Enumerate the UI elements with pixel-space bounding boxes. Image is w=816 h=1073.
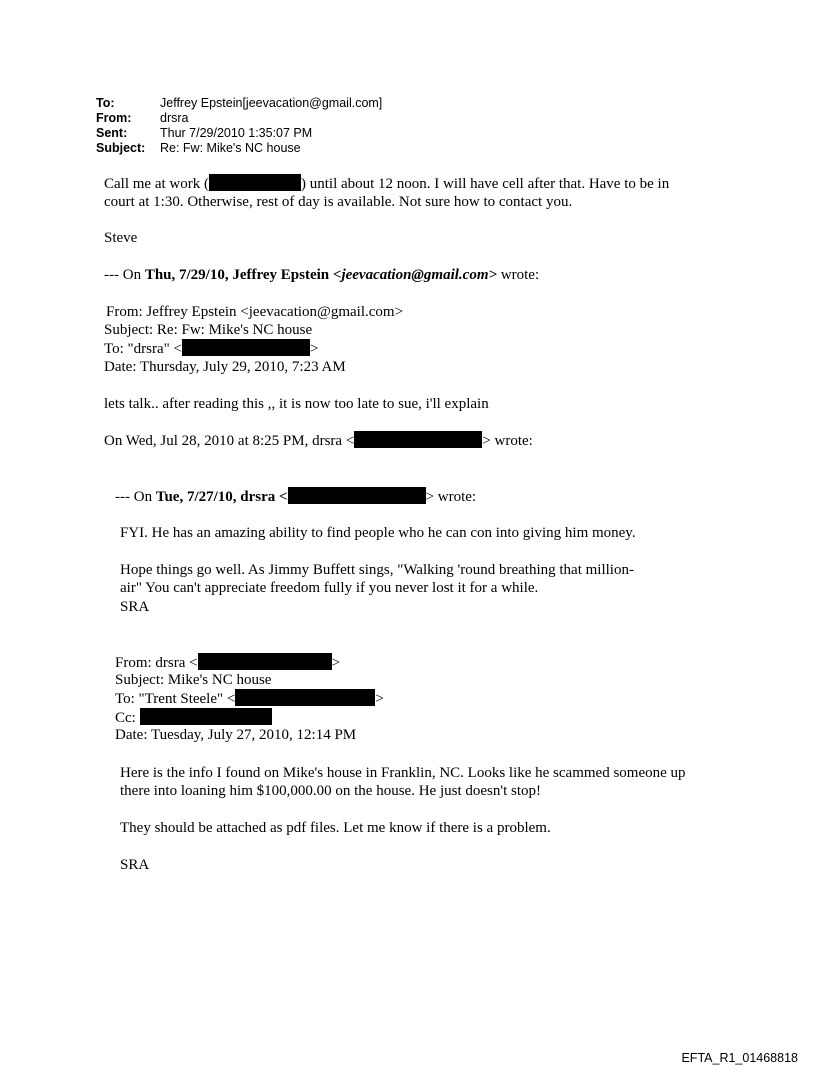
quote1-suffix: wrote: [497, 267, 540, 283]
redaction-block [140, 708, 272, 725]
quote4-sra: SRA [120, 857, 150, 873]
document-id: EFTA_R1_01468818 [681, 1051, 798, 1065]
quote1-subject: Subject: Re: Fw: Mike's NC house [104, 322, 313, 338]
quote4-to-suffix: > [375, 691, 384, 707]
quote1-date-line: Date: Thursday, July 29, 2010, 7:23 AM [104, 359, 346, 375]
quote1-to-suffix: > [309, 341, 319, 357]
from-value: drsra [160, 111, 189, 125]
quote1-email: <jeevacation@gmail.com> [332, 267, 498, 283]
quote2-prefix: On Wed, Jul 28, 2010 at 8:25 PM, drsra < [104, 433, 355, 449]
quote1-body: lets talk.. after reading this ,, it is now too late to sue, i'll explain [104, 396, 489, 412]
quote1-attribution [104, 266, 539, 285]
redaction-block [354, 431, 482, 448]
header-to-row [96, 96, 382, 111]
header-subject-row [96, 141, 382, 156]
quote1-date: Thu, 7/29/10, Jeffrey Epstein [144, 267, 333, 283]
quote3-fyi: FYI. He has an amazing ability to find people who he can con into giving him money. [120, 525, 636, 541]
quote4-to [115, 689, 384, 709]
quote4-subject: Subject: Mike's NC house [115, 672, 272, 688]
redaction-block [209, 174, 301, 191]
quote3-hope2: air" You can't appreciate freedom fully if you never lost it for a while. [120, 580, 539, 596]
quote3-hope1: Hope things go well. As Jimmy Buffett sings, "Walking 'round breathing that million- [120, 562, 634, 578]
quote3-prefix: --- On [115, 489, 156, 505]
quote3-suffix: > wrote: [425, 489, 477, 505]
header-from-row [96, 111, 382, 126]
quote1-prefix: --- On [104, 267, 145, 283]
quote4-from-prefix: From: drsra < [115, 655, 198, 671]
msg1-line1-a: Call me at work ( [104, 176, 209, 192]
redaction-block [288, 487, 426, 504]
quote3-sra: SRA [120, 599, 150, 615]
quote1-to [104, 339, 318, 359]
quote4-to-prefix: To: "Trent Steele" < [115, 691, 236, 707]
quote4-body2: there into loaning him $100,000.00 on the house. He just doesn't stop! [120, 783, 541, 799]
msg1-line2: court at 1:30. Otherwise, rest of day is available. Not sure how to contact you. [104, 194, 573, 210]
from-label: From: [96, 111, 132, 125]
quote2-suffix: > wrote: [482, 433, 533, 449]
quote3-bold: Tue, 7/27/10, drsra < [155, 489, 288, 505]
quote2-attribution [104, 431, 533, 451]
quote4-body3: They should be attached as pdf files. Let me know if there is a problem. [120, 820, 551, 836]
subject-label: Subject: [96, 141, 146, 155]
redaction-block [235, 689, 375, 706]
header-sent-row [96, 126, 382, 141]
redaction-block [198, 653, 332, 670]
subject-value: Re: Fw: Mike's NC house [160, 141, 301, 155]
quote1-from: From: Jeffrey Epstein <jeevacation@gmail.com> [106, 304, 404, 320]
quote4-from [115, 653, 340, 673]
quote3-attribution [115, 487, 476, 507]
to-value: Jeffrey Epstein[jeevacation@gmail.com] [160, 96, 383, 110]
quote1-to-prefix: To: "drsra" < [104, 341, 182, 357]
msg1-line1-b: ) until about 12 noon. I will have cell after that. Have to be in [300, 176, 670, 192]
quote4-cc-prefix: Cc: [115, 710, 140, 726]
quote4-body1: Here is the info I found on Mike's house in Franklin, NC. Looks like he scammed someone up [120, 765, 686, 781]
sent-label: Sent: [96, 126, 128, 140]
msg1-signature: Steve [104, 230, 138, 246]
quote4-date-line: Date: Tuesday, July 27, 2010, 12:14 PM [115, 727, 357, 743]
redaction-block [182, 339, 310, 356]
email-header [96, 96, 382, 156]
quote4-from-suffix: > [331, 655, 341, 671]
msg1-line1 [104, 174, 669, 194]
to-label: To: [96, 96, 115, 110]
sent-value: Thur 7/29/2010 1:35:07 PM [160, 126, 313, 140]
quote4-cc [115, 708, 272, 728]
